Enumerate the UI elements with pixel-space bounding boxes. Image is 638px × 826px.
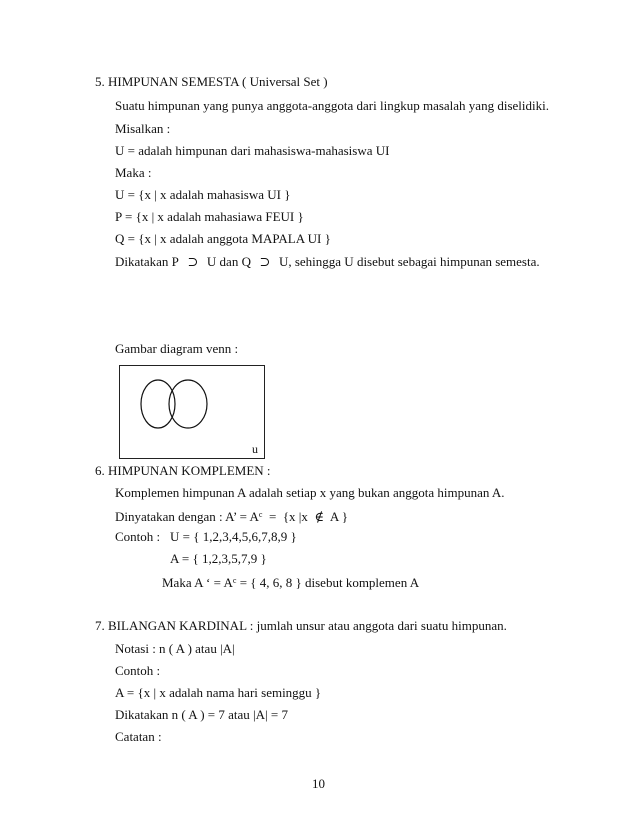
section-5-line: P = {x | x adalah mahasiawa FEUI }	[115, 209, 304, 224]
result-part: = { 4, 6, 8 } disebut komplemen A	[236, 575, 420, 590]
complement-superscript: c	[232, 576, 237, 585]
example-label: Contoh :	[115, 529, 161, 544]
venn-svg	[120, 366, 264, 458]
complement-superscript: c	[258, 510, 263, 519]
section-5-line: Maka :	[115, 165, 152, 180]
section-5-definition: Suatu himpunan yang punya anggota-anggota dari lingkup masalah yang diselidiki.	[115, 98, 549, 113]
notation-part: Dinyatakan dengan : A’ = A	[115, 509, 259, 524]
section-7-line: A = {x | x adalah nama hari seminggu }	[115, 685, 322, 700]
statement-part: U, sehingga U disebut sebagai himpunan semesta.	[278, 254, 540, 269]
section-6-heading: 6. HIMPUNAN KOMPLEMEN :	[95, 463, 271, 478]
section-7-line: Contoh :	[115, 663, 161, 678]
section-5-line: U = {x | x adalah mahasiswa UI }	[115, 187, 291, 202]
universal-set-label: u	[252, 442, 258, 456]
set-a-circle	[141, 380, 175, 428]
statement-part: Dikatakan P	[115, 254, 179, 269]
notation-part: = {x |x	[262, 509, 315, 524]
section-5-line: U = adalah himpunan dari mahasiswa-mahasiswa UI	[115, 143, 390, 158]
section-6-definition: Komplemen himpunan A adalah setiap x yang bukan anggota himpunan A.	[115, 485, 505, 500]
superset-symbol: ⊃	[259, 254, 271, 269]
result-part: Maka A ‘ = A	[162, 575, 233, 590]
section-7-line: Catatan :	[115, 729, 162, 744]
page-number: 10	[312, 776, 325, 791]
section-7-heading: 7. BILANGAN KARDINAL : jumlah unsur atau anggota dari suatu himpunan.	[95, 618, 507, 633]
section-5-heading: 5. HIMPUNAN SEMESTA ( Universal Set )	[95, 74, 328, 89]
superset-symbol: ⊃	[187, 254, 199, 269]
statement-part: U dan Q	[206, 254, 251, 269]
complement-result	[162, 573, 419, 591]
example-universal-set: U = { 1,2,3,4,5,6,7,8,9 }	[170, 529, 297, 544]
section-5-line: Q = {x | x adalah anggota MAPALA UI }	[115, 231, 331, 246]
section-7-line: Notasi : n ( A ) atau |A|	[115, 641, 235, 656]
venn-diagram	[119, 365, 265, 459]
complement-notation	[115, 507, 348, 525]
section-5-statement	[115, 254, 540, 270]
venn-caption: Gambar diagram venn :	[115, 341, 239, 356]
notation-part: A }	[324, 509, 348, 524]
example-set-a: A = { 1,2,3,5,7,9 }	[170, 551, 267, 566]
section-7-line: Dikatakan n ( A ) = 7 atau |A| = 7	[115, 707, 288, 722]
section-5-line: Misalkan :	[115, 121, 171, 136]
not-element-symbol: ∉	[314, 509, 325, 524]
